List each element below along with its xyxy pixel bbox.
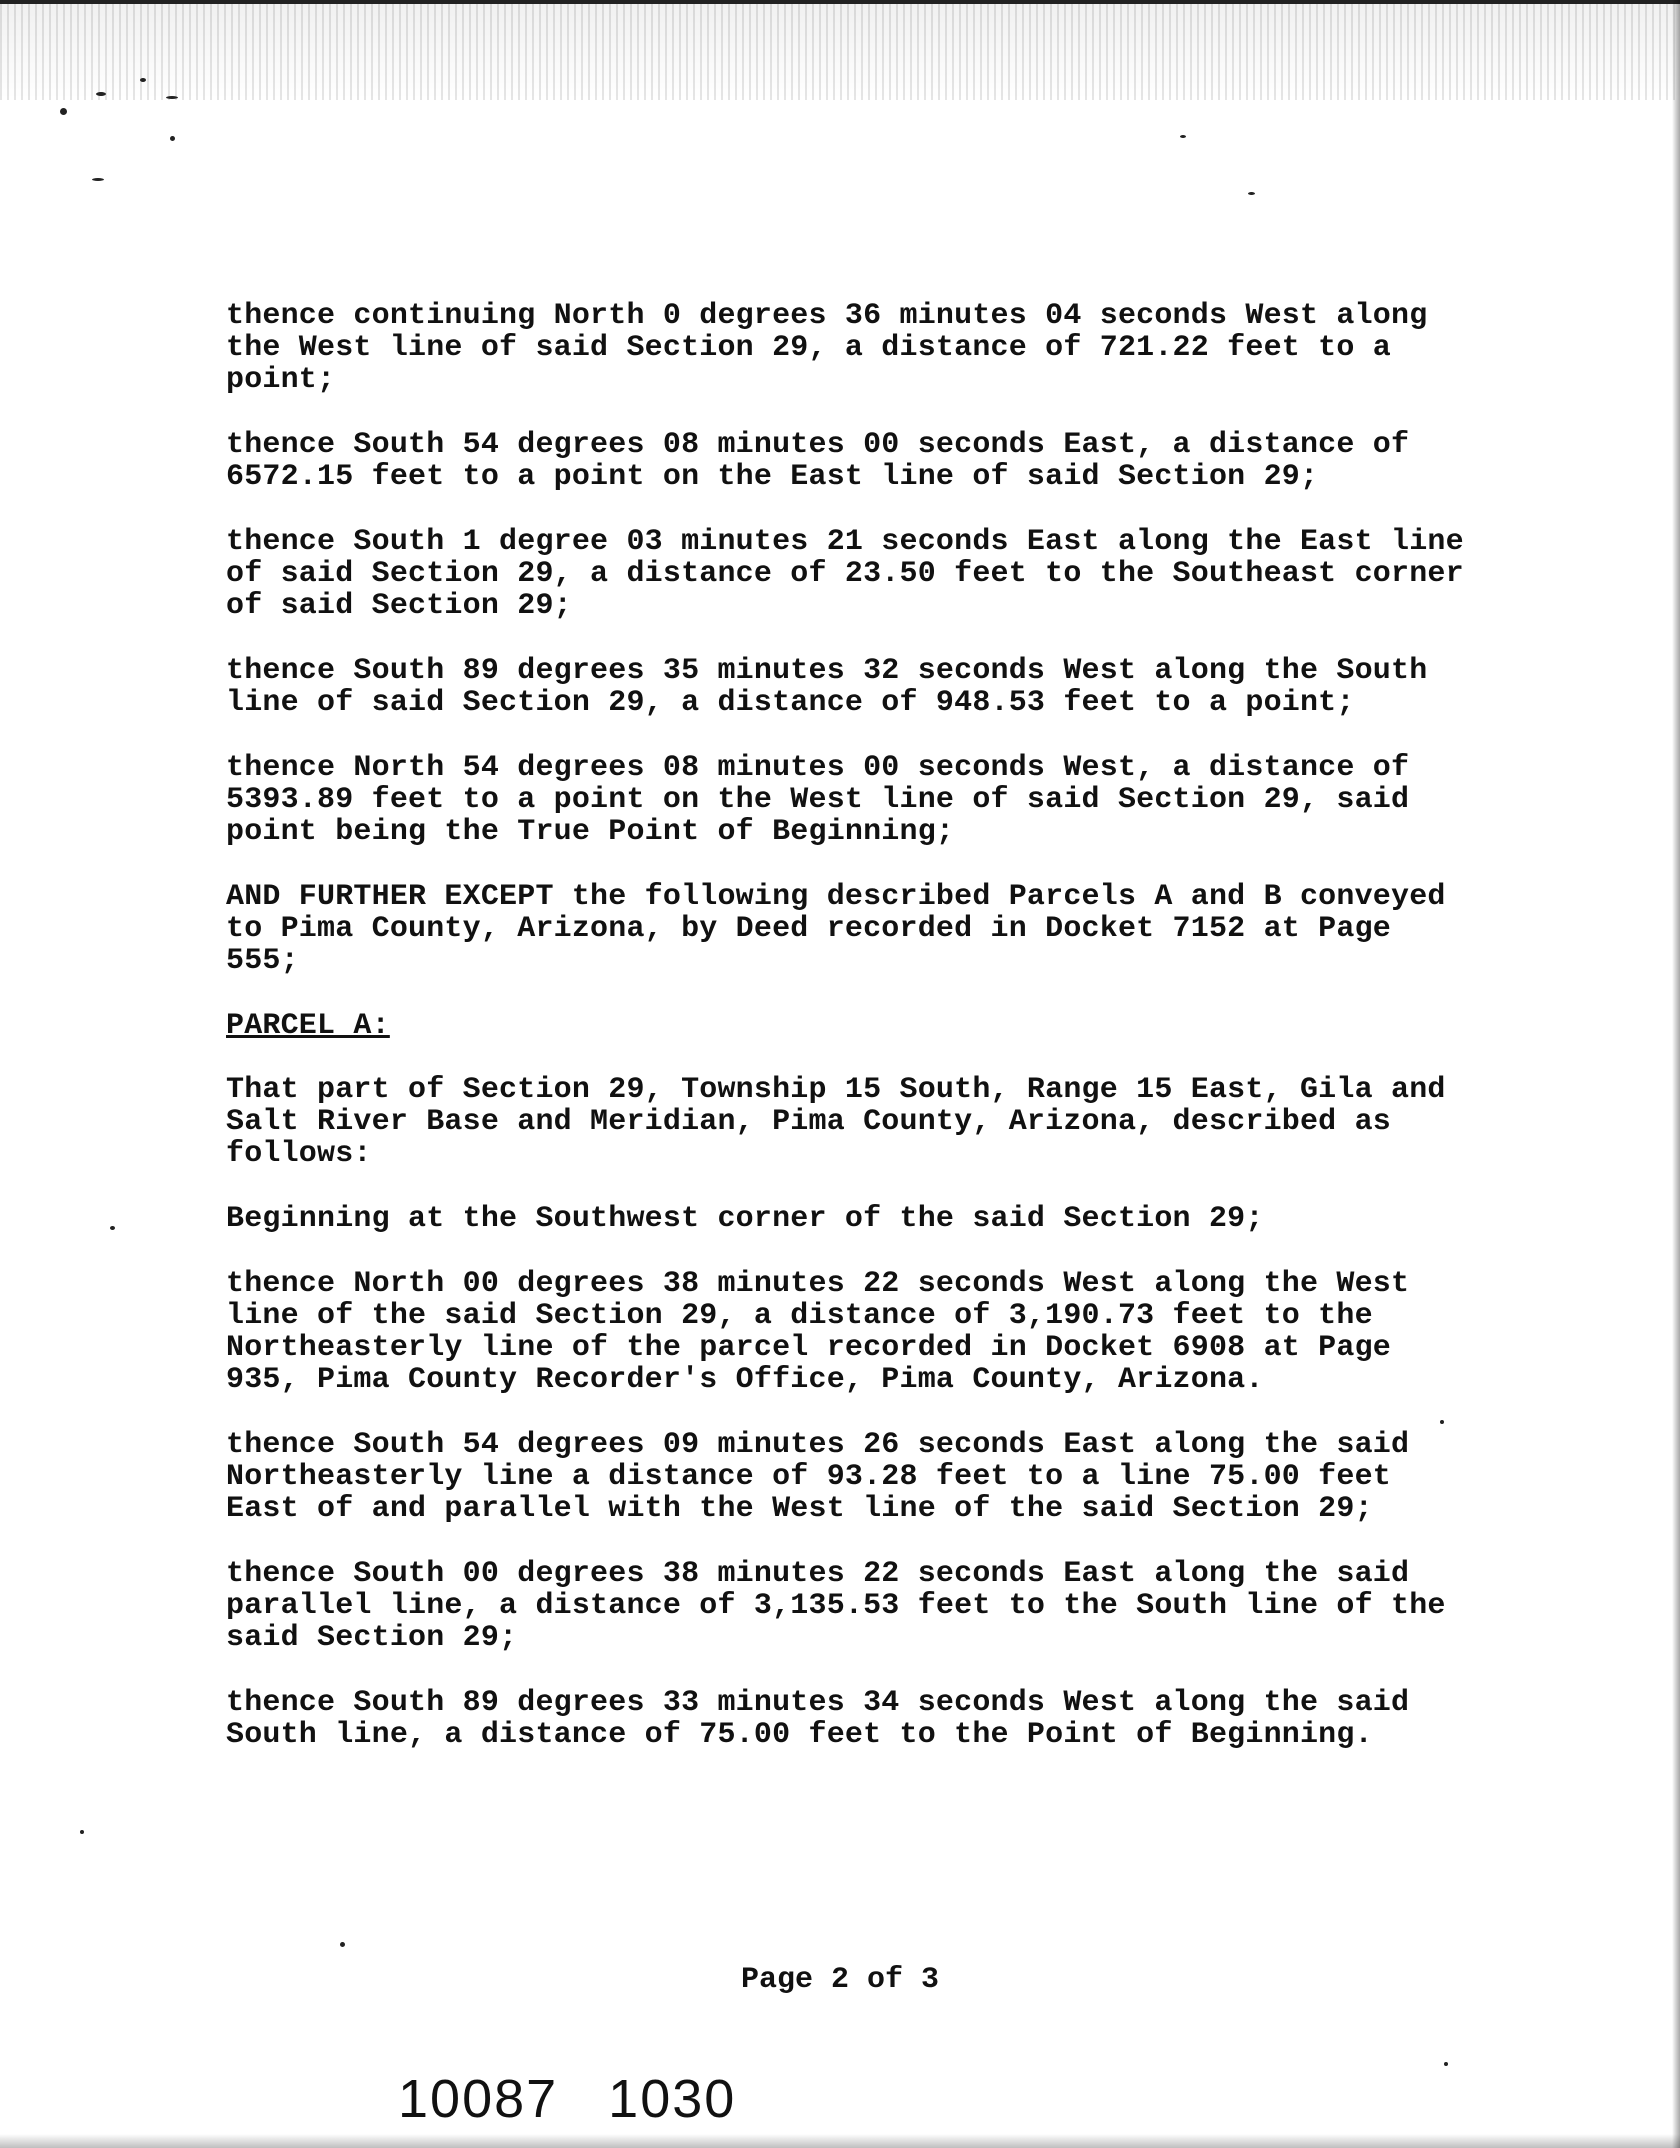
recording-stamp bbox=[398, 2068, 736, 2130]
scan-speck bbox=[1444, 2062, 1448, 2066]
scan-speck bbox=[60, 108, 67, 115]
scan-speck bbox=[96, 92, 106, 96]
scan-speck bbox=[92, 178, 104, 181]
parcel-description-paragraph: thence South 54 degrees 09 minutes 26 seconds East along the said Northeasterly line a distance of 93.28 feet to a line 75.00 feet East of and parallel with the West line of the said Section 29; bbox=[226, 1428, 1410, 1526]
scan-edge-right bbox=[1672, 0, 1680, 2148]
parcel-description-paragraph: thence South 89 degrees 33 minutes 34 seconds West along the said South line, a distance of 75.00 feet to the Point of Beginning. bbox=[226, 1686, 1410, 1752]
page-number-label: Page 2 of 3 bbox=[740, 1963, 940, 1997]
parcel-a-heading: PARCEL A: bbox=[226, 1009, 390, 1043]
legal-description-body bbox=[226, 300, 1476, 1784]
scan-edge-bottom bbox=[0, 2134, 1680, 2148]
boundary-call-paragraph: thence South 1 degree 03 minutes 21 seconds East along the East line of said Section 29, a distance of 23.50 feet to the Southeast corner of said Section 29; bbox=[226, 525, 1464, 623]
scan-speck bbox=[140, 78, 146, 82]
parcel-description-paragraph: Beginning at the Southwest corner of the said Section 29; bbox=[226, 1202, 1264, 1236]
scan-speck bbox=[170, 136, 175, 141]
scan-speck bbox=[1248, 192, 1255, 195]
boundary-call-paragraph: thence North 54 degrees 08 minutes 00 seconds West, a distance of 5393.89 feet to a point on the West line of said Section 29, said point being the True Point of Beginning; bbox=[226, 751, 1410, 849]
parcel-description-paragraph: thence South 00 degrees 38 minutes 22 seconds East along the said parallel line, a distance of 3,135.53 feet to the South line of the said Section 29; bbox=[226, 1557, 1446, 1655]
scan-speck bbox=[80, 1830, 84, 1834]
scan-speck bbox=[110, 1226, 115, 1230]
scan-speck bbox=[166, 96, 178, 99]
except-clause-paragraph bbox=[226, 881, 1476, 977]
scan-speck bbox=[1180, 135, 1186, 138]
scan-edge-top bbox=[0, 0, 1680, 4]
boundary-call-paragraph: thence South 89 degrees 35 minutes 32 seconds West along the South line of said Section 29, a distance of 948.53 feet to a point; bbox=[226, 654, 1428, 720]
except-clause-lead: AND FURTHER EXCEPT bbox=[226, 880, 554, 914]
scan-speck bbox=[340, 1942, 345, 1947]
docket-page-number: 1030 bbox=[608, 2069, 737, 2129]
except-clause-rest: the following described Parcels A and B conveyed to Pima County, Arizona, by Deed recorded in Docket 7152 at Page 555; bbox=[226, 880, 1446, 978]
docket-number: 10087 bbox=[398, 2069, 559, 2129]
parcel-description-paragraph: thence North 00 degrees 38 minutes 22 seconds West along the West line of the said Section 29, a distance of 3,190.73 feet to the Northeasterly line of the parcel recorded in Docket 6908 at Page 935, Pima County Recorder's Office, Pima County, Arizona. bbox=[226, 1267, 1410, 1397]
scan-noise-top bbox=[0, 0, 1680, 100]
boundary-call-paragraph: thence continuing North 0 degrees 36 minutes 04 seconds West along the West line of said Section 29, a distance of 721.22 feet to a point; bbox=[226, 299, 1428, 397]
parcel-description-paragraph: That part of Section 29, Township 15 South, Range 15 East, Gila and Salt River Base and Meridian, Pima County, Arizona, described as follows: bbox=[226, 1073, 1446, 1171]
boundary-call-paragraph: thence South 54 degrees 08 minutes 00 seconds East, a distance of 6572.15 feet to a point on the East line of said Section 29; bbox=[226, 428, 1410, 494]
